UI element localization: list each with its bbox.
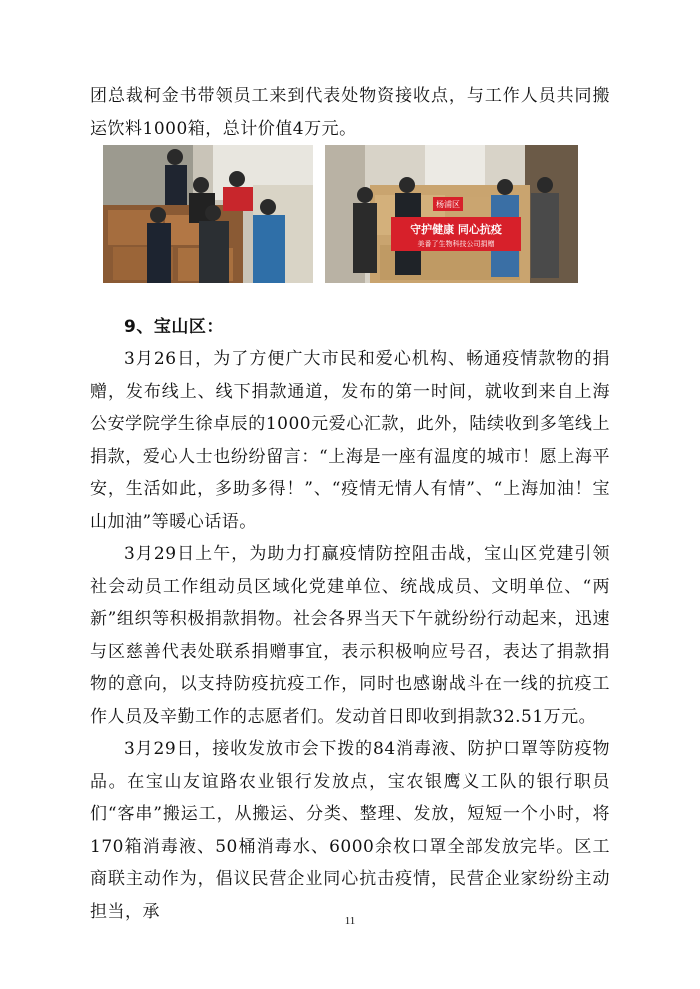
banner-slogan-text: 守护健康 同心抗疫 (410, 223, 502, 236)
paragraph-march-29-morning: 3月29日上午，为助力打赢疫情防控阻击战，宝山区党建引领社会动员工作组动员区域化党建单位、统战成员、文明单位、“两新”组织等积极捐款捐物。社会各界当天下午就纷纷行动起来，迅速与区慈善代表处联系捐赠事宜，表示积极响应号召，表达了捐款捐物的意向，以支持防疫抗疫工作，同时也感谢战斗在一线的抗疫工作人员及辛勤工作的志愿者们。发动首日即收到捐款32.51万元。 (90, 544, 610, 727)
photo-row (103, 145, 578, 283)
banner-donor-text: 美番了生物科技公司捐赠 (417, 240, 495, 248)
paragraph-intro: 团总裁柯金书带领员工来到代表处物资接收点，与工作人员共同搬运饮料1000箱，总计价值4万元。 (90, 86, 610, 139)
page-number: 11 (344, 915, 356, 927)
banner-sign-text: 杨浦区 (436, 200, 460, 209)
photo-unloading-boxes (103, 145, 313, 283)
section-heading-baoshan: 9、宝山区： (124, 317, 224, 337)
paragraph-march-29-supplies: 3月29日，接收发放市会下拨的84消毒液、防护口罩等防疫物品。在宝山友谊路农业银行发放点，宝农银鹰义工队的银行职员们“客串”搬运工，从搬运、分类、整理、发放，短短一个小时，将170箱消毒液、50桶消毒水、6000余枚口罩全部发放完毕。区工商联主动作为，倡议民营企业同心抗击疫情，民营企业家纷纷主动担当，承 (90, 739, 610, 922)
photo-donation-banner (325, 145, 578, 283)
paragraph-march-26: 3月26日，为了方便广大市民和爱心机构、畅通疫情款物的捐赠，发布线上、线下捐款通道，发布的第一时间，就收到来自上海公安学院学生徐卓辰的1000元爱心汇款，此外，陆续收到多笔线上捐款，爱心人士也纷纷留言：“上海是一座有温度的城市！愿上海平安，生活如此，多助多得！”、“疫情无情人有情”、“上海加油！宝山加油”等暖心话语。 (90, 349, 610, 532)
